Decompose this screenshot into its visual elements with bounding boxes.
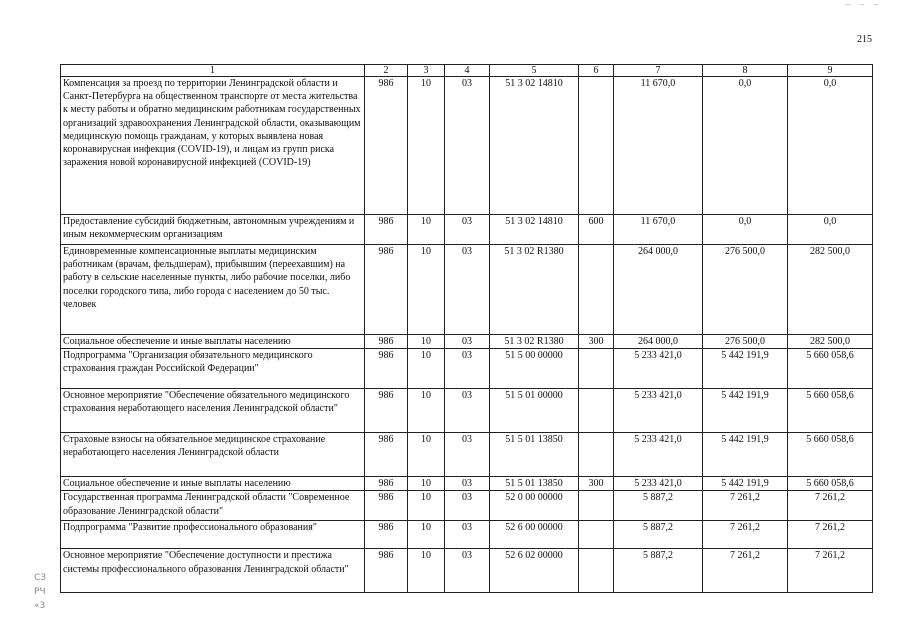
cell-ministry: 986 bbox=[365, 215, 408, 245]
cell-target-article: 51 3 02 14810 bbox=[490, 77, 579, 215]
scan-tick bbox=[846, 4, 850, 5]
table-row bbox=[61, 433, 873, 477]
budget-table bbox=[60, 64, 873, 593]
cell-section: 10 bbox=[408, 433, 445, 477]
cell-subsection: 03 bbox=[445, 433, 490, 477]
cell-subsection: 03 bbox=[445, 389, 490, 433]
page-number: 215 bbox=[857, 34, 872, 45]
cell-target-article: 51 3 02 R1380 bbox=[490, 335, 579, 349]
cell-amount-col7: 5 233 421,0 bbox=[614, 349, 703, 389]
cell-amount-col9: 5 660 058,6 bbox=[788, 433, 873, 477]
cell-amount-col8: 5 442 191,9 bbox=[703, 389, 788, 433]
row-name: Социальное обеспечение и иные выплаты населению bbox=[61, 335, 365, 349]
cell-amount-col9: 7 261,2 bbox=[788, 521, 873, 549]
scan-tick bbox=[874, 4, 878, 5]
cell-amount-col8: 276 500,0 bbox=[703, 335, 788, 349]
column-header: 2 bbox=[365, 65, 408, 77]
cell-section: 10 bbox=[408, 491, 445, 521]
cell-amount-col7: 5 887,2 bbox=[614, 549, 703, 593]
cell-amount-col9: 282 500,0 bbox=[788, 245, 873, 335]
cell-subsection: 03 bbox=[445, 215, 490, 245]
cell-section: 10 bbox=[408, 215, 445, 245]
cell-amount-col9: 5 660 058,6 bbox=[788, 349, 873, 389]
cell-amount-col8: 5 442 191,9 bbox=[703, 349, 788, 389]
row-name: Социальное обеспечение и иные выплаты населению bbox=[61, 477, 365, 491]
cell-amount-col8: 276 500,0 bbox=[703, 245, 788, 335]
cell-expense-type: 600 bbox=[579, 215, 614, 245]
cell-section: 10 bbox=[408, 389, 445, 433]
cell-target-article: 51 5 01 13850 bbox=[490, 477, 579, 491]
table-row bbox=[61, 77, 873, 215]
cell-ministry: 986 bbox=[365, 77, 408, 215]
cell-section: 10 bbox=[408, 335, 445, 349]
cell-amount-col9: 282 500,0 bbox=[788, 335, 873, 349]
cell-amount-col8: 5 442 191,9 bbox=[703, 477, 788, 491]
cell-subsection: 03 bbox=[445, 491, 490, 521]
margin-mark: «3 bbox=[34, 601, 46, 611]
cell-subsection: 03 bbox=[445, 521, 490, 549]
row-name: Страховые взносы на обязательное медицинское страхование неработающего населения Ленинградской области bbox=[61, 433, 365, 477]
cell-target-article: 51 3 02 14810 bbox=[490, 215, 579, 245]
table-row bbox=[61, 335, 873, 349]
cell-target-article: 52 6 00 00000 bbox=[490, 521, 579, 549]
cell-expense-type bbox=[579, 245, 614, 335]
cell-section: 10 bbox=[408, 245, 445, 335]
margin-mark: РЧ bbox=[34, 587, 46, 597]
cell-subsection: 03 bbox=[445, 349, 490, 389]
column-header: 8 bbox=[703, 65, 788, 77]
cell-expense-type bbox=[579, 77, 614, 215]
cell-section: 10 bbox=[408, 77, 445, 215]
cell-section: 10 bbox=[408, 349, 445, 389]
row-name: Компенсация за проезд по территории Ленинградской области и Санкт-Петербурга на общественном транспорте от места жительства к месту работы и обратно медицинским работникам государственных организаций здравоохранения Ленинградской области, оказывающим медицинскую помощь гражданам, у которых выявлена новая коронавирусная инфекция (COVID-19), и лицам из групп риска заражения новой коронавирусной инфекцией (COVID-19) bbox=[61, 77, 365, 215]
cell-amount-col7: 5 233 421,0 bbox=[614, 477, 703, 491]
cell-amount-col8: 7 261,2 bbox=[703, 549, 788, 593]
margin-mark: СЗ bbox=[34, 573, 47, 583]
cell-ministry: 986 bbox=[365, 491, 408, 521]
table-row bbox=[61, 349, 873, 389]
cell-ministry: 986 bbox=[365, 245, 408, 335]
cell-subsection: 03 bbox=[445, 477, 490, 491]
cell-target-article: 52 0 00 00000 bbox=[490, 491, 579, 521]
cell-amount-col8: 0,0 bbox=[703, 215, 788, 245]
cell-amount-col8: 0,0 bbox=[703, 77, 788, 215]
cell-amount-col9: 0,0 bbox=[788, 215, 873, 245]
cell-expense-type bbox=[579, 521, 614, 549]
cell-expense-type: 300 bbox=[579, 335, 614, 349]
cell-amount-col9: 7 261,2 bbox=[788, 491, 873, 521]
cell-amount-col7: 5 887,2 bbox=[614, 491, 703, 521]
cell-ministry: 986 bbox=[365, 349, 408, 389]
row-name: Предоставление субсидий бюджетным, автономным учреждениям и иным некоммерческим организациям bbox=[61, 215, 365, 245]
cell-target-article: 52 6 02 00000 bbox=[490, 549, 579, 593]
cell-amount-col8: 7 261,2 bbox=[703, 491, 788, 521]
cell-amount-col8: 5 442 191,9 bbox=[703, 433, 788, 477]
cell-target-article: 51 5 00 00000 bbox=[490, 349, 579, 389]
row-name: Государственная программа Ленинградской области "Современное образование Ленинградской области" bbox=[61, 491, 365, 521]
cell-expense-type bbox=[579, 389, 614, 433]
cell-subsection: 03 bbox=[445, 549, 490, 593]
cell-ministry: 986 bbox=[365, 477, 408, 491]
cell-subsection: 03 bbox=[445, 335, 490, 349]
row-name: Основное мероприятие "Обеспечение обязательного медицинского страхования неработающего населения Ленинградской области" bbox=[61, 389, 365, 433]
cell-amount-col7: 5 233 421,0 bbox=[614, 389, 703, 433]
cell-amount-col9: 0,0 bbox=[788, 77, 873, 215]
table-row bbox=[61, 549, 873, 593]
cell-subsection: 03 bbox=[445, 77, 490, 215]
cell-amount-col9: 7 261,2 bbox=[788, 549, 873, 593]
cell-section: 10 bbox=[408, 477, 445, 491]
cell-expense-type: 300 bbox=[579, 477, 614, 491]
table-row bbox=[61, 245, 873, 335]
column-header: 3 bbox=[408, 65, 445, 77]
row-name: Основное мероприятие "Обеспечение доступности и престижа системы профессионального образования Ленинградской области" bbox=[61, 549, 365, 593]
cell-expense-type bbox=[579, 491, 614, 521]
cell-amount-col7: 5 887,2 bbox=[614, 521, 703, 549]
cell-amount-col7: 264 000,0 bbox=[614, 245, 703, 335]
cell-expense-type bbox=[579, 349, 614, 389]
table-header-row bbox=[61, 65, 873, 77]
cell-ministry: 986 bbox=[365, 549, 408, 593]
row-name: Подпрограмма "Организация обязательного медицинского страхования граждан Российской Федерации" bbox=[61, 349, 365, 389]
cell-amount-col7: 11 670,0 bbox=[614, 77, 703, 215]
cell-amount-col9: 5 660 058,6 bbox=[788, 389, 873, 433]
cell-expense-type bbox=[579, 549, 614, 593]
table-row bbox=[61, 389, 873, 433]
cell-target-article: 51 3 02 R1380 bbox=[490, 245, 579, 335]
row-name: Единовременные компенсационные выплаты медицинским работникам (врачам, фельдшерам), прибывшим (переехавшим) на работу в сельские населенные пункты, либо рабочие поселки, либо поселки городского типа, либо города с населением до 50 тыс. человек bbox=[61, 245, 365, 335]
cell-target-article: 51 5 01 13850 bbox=[490, 433, 579, 477]
table-row bbox=[61, 521, 873, 549]
cell-ministry: 986 bbox=[365, 521, 408, 549]
cell-amount-col7: 264 000,0 bbox=[614, 335, 703, 349]
table-row bbox=[61, 215, 873, 245]
cell-amount-col8: 7 261,2 bbox=[703, 521, 788, 549]
cell-amount-col9: 5 660 058,6 bbox=[788, 477, 873, 491]
column-header: 9 bbox=[788, 65, 873, 77]
cell-amount-col7: 11 670,0 bbox=[614, 215, 703, 245]
cell-section: 10 bbox=[408, 549, 445, 593]
cell-subsection: 03 bbox=[445, 245, 490, 335]
column-header: 5 bbox=[490, 65, 579, 77]
table-row bbox=[61, 477, 873, 491]
cell-ministry: 986 bbox=[365, 335, 408, 349]
cell-ministry: 986 bbox=[365, 389, 408, 433]
cell-target-article: 51 5 01 00000 bbox=[490, 389, 579, 433]
cell-section: 10 bbox=[408, 521, 445, 549]
cell-ministry: 986 bbox=[365, 433, 408, 477]
cell-amount-col7: 5 233 421,0 bbox=[614, 433, 703, 477]
column-header: 6 bbox=[579, 65, 614, 77]
column-header: 4 bbox=[445, 65, 490, 77]
column-header: 1 bbox=[61, 65, 365, 77]
scan-tick bbox=[860, 4, 864, 5]
table-row bbox=[61, 491, 873, 521]
column-header: 7 bbox=[614, 65, 703, 77]
cell-expense-type bbox=[579, 433, 614, 477]
row-name: Подпрограмма "Развитие профессионального образования" bbox=[61, 521, 365, 549]
